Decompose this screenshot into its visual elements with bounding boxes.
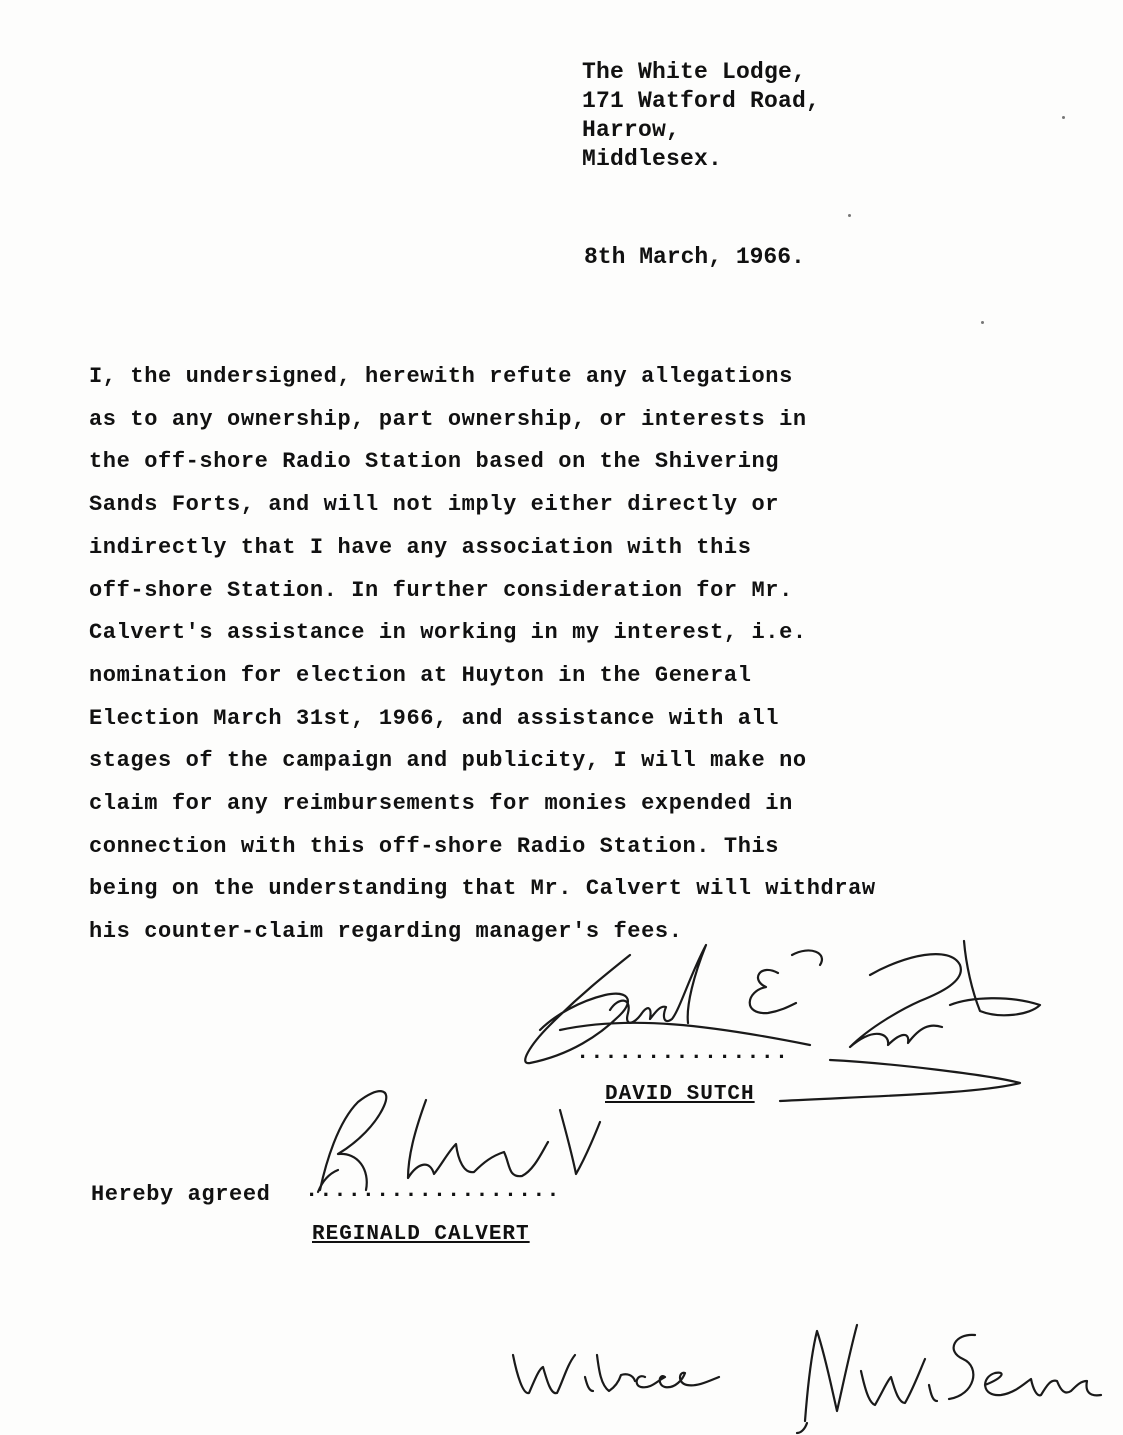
address-line: Middlesex. [582, 146, 723, 172]
witness-signature [505, 1315, 1115, 1435]
address-line: 171 Watford Road, [582, 88, 821, 114]
calvert-typed-name: REGINALD CALVERT [312, 1223, 530, 1246]
body-line: nomination for election at Huyton in the General [89, 662, 752, 688]
body-line: as to any ownership, part ownership, or interests in [89, 406, 807, 432]
paper-speck [981, 321, 984, 324]
sender-address [582, 58, 820, 174]
body-line: indirectly that I have any association with this [89, 534, 752, 560]
body-line: I, the undersigned, herewith refute any allegations [89, 364, 793, 389]
body-line: connection with this off-shore Radio Station. This [89, 833, 780, 859]
body-line: the off-shore Radio Station based on the Shivering [89, 449, 780, 475]
body-line: claim for any reimbursements for monies expended in [89, 791, 793, 817]
calvert-signature-line: .................. [305, 1178, 561, 1203]
body-line: stages of the campaign and publicity, I will make no [89, 748, 807, 774]
letter-date: 8th March, 1966. [584, 244, 805, 270]
paper-speck [848, 214, 851, 217]
body-line: his counter-claim regarding manager's fees. [89, 919, 683, 945]
sutch-typed-name: DAVID SUTCH [605, 1083, 755, 1106]
address-line: The White Lodge, [582, 59, 807, 85]
body-line: Election March 31st, 1966, and assistance with all [89, 705, 780, 731]
sutch-signature-line: ............... [576, 1040, 790, 1065]
body-line: Sands Forts, and will not imply either directly or [89, 492, 780, 518]
body-line: off-shore Station. In further consideration for Mr. [89, 577, 793, 603]
body-line: being on the understanding that Mr. Calvert will withdraw [89, 876, 876, 902]
body-line: Calvert's assistance in working in my interest, i.e. [89, 620, 807, 646]
address-line: Harrow, [582, 117, 681, 143]
sutch-signature [510, 935, 1050, 1105]
agreement-label: Hereby agreed [91, 1182, 271, 1207]
letter-body [89, 356, 989, 954]
paper-speck [1062, 116, 1065, 119]
